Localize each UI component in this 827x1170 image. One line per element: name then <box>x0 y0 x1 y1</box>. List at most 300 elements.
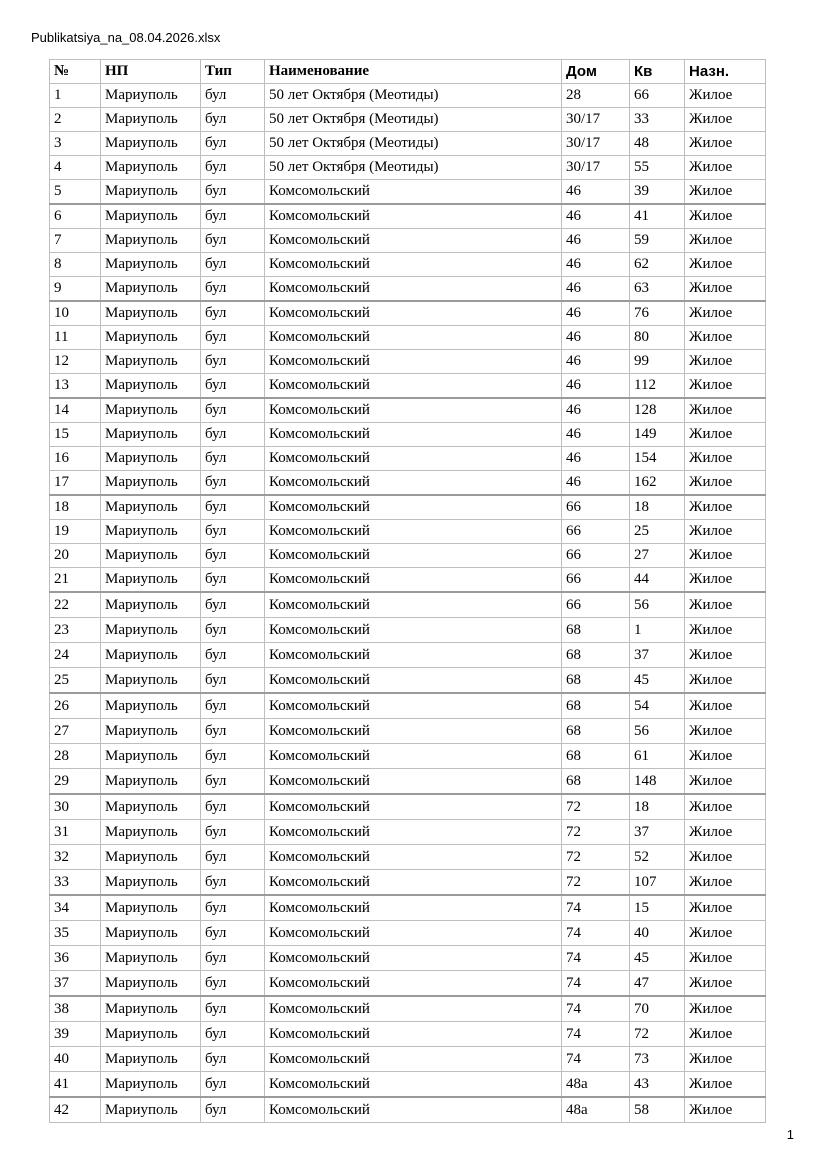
cell-locality: Мариуполь <box>101 1072 201 1098</box>
cell-purpose: Жилое <box>685 643 766 668</box>
cell-locality: Мариуполь <box>101 84 201 108</box>
cell-locality: Мариуполь <box>101 744 201 769</box>
cell-locality: Мариуполь <box>101 895 201 921</box>
cell-type: бул <box>201 180 265 205</box>
cell-type: бул <box>201 921 265 946</box>
cell-house: 74 <box>562 921 630 946</box>
cell-house: 66 <box>562 520 630 544</box>
cell-locality: Мариуполь <box>101 471 201 496</box>
cell-type: бул <box>201 1072 265 1098</box>
cell-purpose: Жилое <box>685 845 766 870</box>
cell-apartment: 70 <box>630 996 685 1022</box>
cell-purpose: Жилое <box>685 447 766 471</box>
cell-number: 19 <box>50 520 101 544</box>
cell-type: бул <box>201 643 265 668</box>
cell-number: 30 <box>50 794 101 820</box>
cell-purpose: Жилое <box>685 1047 766 1072</box>
cell-apartment: 40 <box>630 921 685 946</box>
table-row <box>50 1072 766 1098</box>
table-row <box>50 398 766 423</box>
table-body <box>50 84 766 1123</box>
cell-apartment: 41 <box>630 204 685 229</box>
cell-name: Комсомольский <box>265 180 562 205</box>
cell-apartment: 27 <box>630 544 685 568</box>
cell-purpose: Жилое <box>685 374 766 399</box>
cell-apartment: 45 <box>630 668 685 694</box>
cell-apartment: 18 <box>630 794 685 820</box>
cell-number: 38 <box>50 996 101 1022</box>
cell-purpose: Жилое <box>685 592 766 618</box>
cell-number: 34 <box>50 895 101 921</box>
cell-house: 46 <box>562 253 630 277</box>
table-row <box>50 447 766 471</box>
cell-purpose: Жилое <box>685 84 766 108</box>
cell-apartment: 56 <box>630 719 685 744</box>
cell-number: 9 <box>50 277 101 302</box>
cell-apartment: 48 <box>630 132 685 156</box>
cell-number: 18 <box>50 495 101 520</box>
cell-purpose: Жилое <box>685 108 766 132</box>
cell-number: 8 <box>50 253 101 277</box>
cell-name: Комсомольский <box>265 495 562 520</box>
cell-number: 39 <box>50 1022 101 1047</box>
table-header-row <box>50 60 766 84</box>
cell-number: 10 <box>50 301 101 326</box>
cell-purpose: Жилое <box>685 520 766 544</box>
table-row <box>50 1047 766 1072</box>
column-header-name: Наименование <box>265 60 562 84</box>
cell-apartment: 18 <box>630 495 685 520</box>
table-row <box>50 326 766 350</box>
cell-purpose: Жилое <box>685 744 766 769</box>
table-row <box>50 1022 766 1047</box>
cell-locality: Мариуполь <box>101 277 201 302</box>
cell-apartment: 72 <box>630 1022 685 1047</box>
cell-number: 7 <box>50 229 101 253</box>
cell-name: Комсомольский <box>265 719 562 744</box>
cell-name: Комсомольский <box>265 971 562 997</box>
cell-purpose: Жилое <box>685 568 766 593</box>
cell-locality: Мариуполь <box>101 1047 201 1072</box>
cell-type: бул <box>201 1022 265 1047</box>
cell-name: Комсомольский <box>265 398 562 423</box>
cell-type: бул <box>201 447 265 471</box>
cell-name: Комсомольский <box>265 447 562 471</box>
cell-locality: Мариуполь <box>101 204 201 229</box>
cell-locality: Мариуполь <box>101 350 201 374</box>
cell-house: 74 <box>562 996 630 1022</box>
table-row <box>50 374 766 399</box>
cell-name: Комсомольский <box>265 229 562 253</box>
column-header-purpose: Назн. <box>685 60 766 84</box>
cell-apartment: 107 <box>630 870 685 896</box>
cell-number: 29 <box>50 769 101 795</box>
cell-locality: Мариуполь <box>101 132 201 156</box>
cell-apartment: 39 <box>630 180 685 205</box>
cell-house: 46 <box>562 398 630 423</box>
cell-apartment: 47 <box>630 971 685 997</box>
cell-purpose: Жилое <box>685 495 766 520</box>
cell-number: 14 <box>50 398 101 423</box>
cell-apartment: 148 <box>630 769 685 795</box>
cell-name: Комсомольский <box>265 769 562 795</box>
cell-purpose: Жилое <box>685 253 766 277</box>
cell-type: бул <box>201 301 265 326</box>
table-row <box>50 229 766 253</box>
table-row <box>50 520 766 544</box>
cell-number: 25 <box>50 668 101 694</box>
cell-house: 30/17 <box>562 108 630 132</box>
cell-house: 74 <box>562 1047 630 1072</box>
cell-type: бул <box>201 820 265 845</box>
cell-number: 31 <box>50 820 101 845</box>
cell-locality: Мариуполь <box>101 643 201 668</box>
table-row <box>50 618 766 643</box>
cell-purpose: Жилое <box>685 180 766 205</box>
cell-locality: Мариуполь <box>101 996 201 1022</box>
table-row <box>50 84 766 108</box>
cell-locality: Мариуполь <box>101 971 201 997</box>
cell-house: 46 <box>562 423 630 447</box>
cell-name: Комсомольский <box>265 301 562 326</box>
cell-purpose: Жилое <box>685 350 766 374</box>
cell-type: бул <box>201 1097 265 1123</box>
cell-purpose: Жилое <box>685 794 766 820</box>
cell-type: бул <box>201 156 265 180</box>
cell-purpose: Жилое <box>685 820 766 845</box>
cell-house: 68 <box>562 693 630 719</box>
table-row <box>50 471 766 496</box>
cell-purpose: Жилое <box>685 277 766 302</box>
table-row <box>50 693 766 719</box>
cell-house: 48а <box>562 1097 630 1123</box>
cell-apartment: 45 <box>630 946 685 971</box>
cell-purpose: Жилое <box>685 471 766 496</box>
column-header-type: Тип <box>201 60 265 84</box>
table-row <box>50 592 766 618</box>
cell-number: 36 <box>50 946 101 971</box>
cell-type: бул <box>201 744 265 769</box>
cell-apartment: 54 <box>630 693 685 719</box>
cell-name: Комсомольский <box>265 921 562 946</box>
cell-number: 15 <box>50 423 101 447</box>
cell-number: 32 <box>50 845 101 870</box>
cell-number: 6 <box>50 204 101 229</box>
cell-apartment: 15 <box>630 895 685 921</box>
cell-locality: Мариуполь <box>101 568 201 593</box>
cell-type: бул <box>201 544 265 568</box>
cell-locality: Мариуполь <box>101 719 201 744</box>
cell-purpose: Жилое <box>685 719 766 744</box>
cell-locality: Мариуполь <box>101 253 201 277</box>
cell-type: бул <box>201 108 265 132</box>
cell-locality: Мариуполь <box>101 301 201 326</box>
table-row <box>50 921 766 946</box>
cell-purpose: Жилое <box>685 1072 766 1098</box>
cell-purpose: Жилое <box>685 769 766 795</box>
cell-house: 74 <box>562 946 630 971</box>
cell-name: Комсомольский <box>265 520 562 544</box>
table-row <box>50 1097 766 1123</box>
cell-locality: Мариуполь <box>101 544 201 568</box>
cell-house: 46 <box>562 374 630 399</box>
table-row <box>50 568 766 593</box>
cell-number: 20 <box>50 544 101 568</box>
cell-type: бул <box>201 350 265 374</box>
cell-type: бул <box>201 870 265 896</box>
cell-type: бул <box>201 398 265 423</box>
cell-number: 11 <box>50 326 101 350</box>
cell-locality: Мариуполь <box>101 618 201 643</box>
cell-name: Комсомольский <box>265 204 562 229</box>
cell-type: бул <box>201 520 265 544</box>
cell-name: Комсомольский <box>265 618 562 643</box>
cell-house: 74 <box>562 1022 630 1047</box>
cell-type: бул <box>201 1047 265 1072</box>
cell-purpose: Жилое <box>685 996 766 1022</box>
cell-name: Комсомольский <box>265 794 562 820</box>
cell-type: бул <box>201 326 265 350</box>
cell-type: бул <box>201 374 265 399</box>
cell-name: Комсомольский <box>265 544 562 568</box>
cell-type: бул <box>201 618 265 643</box>
cell-house: 66 <box>562 592 630 618</box>
cell-name: Комсомольский <box>265 870 562 896</box>
table-row <box>50 423 766 447</box>
table-row <box>50 643 766 668</box>
data-table <box>49 59 766 1123</box>
cell-apartment: 76 <box>630 301 685 326</box>
cell-number: 16 <box>50 447 101 471</box>
cell-apartment: 59 <box>630 229 685 253</box>
document-filename: Publikatsiya_na_08.04.2026.xlsx <box>31 30 221 45</box>
cell-house: 68 <box>562 769 630 795</box>
cell-purpose: Жилое <box>685 204 766 229</box>
cell-house: 48а <box>562 1072 630 1098</box>
cell-type: бул <box>201 132 265 156</box>
table-row <box>50 845 766 870</box>
cell-name: Комсомольский <box>265 326 562 350</box>
cell-purpose: Жилое <box>685 668 766 694</box>
cell-purpose: Жилое <box>685 301 766 326</box>
cell-number: 1 <box>50 84 101 108</box>
cell-purpose: Жилое <box>685 971 766 997</box>
cell-house: 72 <box>562 845 630 870</box>
table-row <box>50 180 766 205</box>
cell-house: 46 <box>562 471 630 496</box>
cell-locality: Мариуполь <box>101 447 201 471</box>
cell-apartment: 66 <box>630 84 685 108</box>
table-row <box>50 744 766 769</box>
cell-locality: Мариуполь <box>101 326 201 350</box>
cell-type: бул <box>201 204 265 229</box>
cell-number: 4 <box>50 156 101 180</box>
cell-locality: Мариуполь <box>101 845 201 870</box>
cell-name: Комсомольский <box>265 1072 562 1098</box>
cell-purpose: Жилое <box>685 895 766 921</box>
cell-locality: Мариуполь <box>101 495 201 520</box>
cell-number: 5 <box>50 180 101 205</box>
cell-number: 37 <box>50 971 101 997</box>
cell-locality: Мариуполь <box>101 180 201 205</box>
cell-name: 50 лет Октября (Меотиды) <box>265 84 562 108</box>
cell-purpose: Жилое <box>685 423 766 447</box>
cell-locality: Мариуполь <box>101 520 201 544</box>
cell-locality: Мариуполь <box>101 423 201 447</box>
table-row <box>50 820 766 845</box>
cell-number: 17 <box>50 471 101 496</box>
cell-purpose: Жилое <box>685 1022 766 1047</box>
cell-number: 13 <box>50 374 101 399</box>
table-row <box>50 870 766 896</box>
cell-type: бул <box>201 277 265 302</box>
table-row <box>50 253 766 277</box>
cell-name: Комсомольский <box>265 253 562 277</box>
cell-name: Комсомольский <box>265 568 562 593</box>
cell-number: 33 <box>50 870 101 896</box>
cell-number: 41 <box>50 1072 101 1098</box>
cell-house: 72 <box>562 870 630 896</box>
cell-apartment: 149 <box>630 423 685 447</box>
cell-apartment: 63 <box>630 277 685 302</box>
cell-house: 68 <box>562 719 630 744</box>
cell-type: бул <box>201 471 265 496</box>
cell-locality: Мариуполь <box>101 693 201 719</box>
cell-purpose: Жилое <box>685 544 766 568</box>
cell-type: бул <box>201 668 265 694</box>
cell-apartment: 43 <box>630 1072 685 1098</box>
cell-apartment: 73 <box>630 1047 685 1072</box>
cell-house: 46 <box>562 350 630 374</box>
cell-locality: Мариуполь <box>101 1097 201 1123</box>
cell-number: 3 <box>50 132 101 156</box>
cell-number: 28 <box>50 744 101 769</box>
cell-name: 50 лет Октября (Меотиды) <box>265 156 562 180</box>
cell-house: 30/17 <box>562 156 630 180</box>
cell-locality: Мариуполь <box>101 769 201 795</box>
cell-name: Комсомольский <box>265 895 562 921</box>
cell-name: Комсомольский <box>265 643 562 668</box>
cell-number: 23 <box>50 618 101 643</box>
cell-house: 72 <box>562 794 630 820</box>
cell-apartment: 25 <box>630 520 685 544</box>
cell-type: бул <box>201 423 265 447</box>
cell-house: 68 <box>562 668 630 694</box>
cell-name: Комсомольский <box>265 668 562 694</box>
cell-house: 68 <box>562 744 630 769</box>
table-row <box>50 946 766 971</box>
cell-name: Комсомольский <box>265 1022 562 1047</box>
cell-house: 46 <box>562 326 630 350</box>
cell-house: 46 <box>562 301 630 326</box>
cell-house: 74 <box>562 971 630 997</box>
cell-house: 46 <box>562 447 630 471</box>
cell-purpose: Жилое <box>685 1097 766 1123</box>
table-row <box>50 794 766 820</box>
cell-apartment: 37 <box>630 643 685 668</box>
cell-number: 22 <box>50 592 101 618</box>
column-header-apartment: Кв <box>630 60 685 84</box>
cell-type: бул <box>201 495 265 520</box>
cell-apartment: 44 <box>630 568 685 593</box>
cell-house: 30/17 <box>562 132 630 156</box>
column-header-locality: НП <box>101 60 201 84</box>
cell-purpose: Жилое <box>685 398 766 423</box>
table-row <box>50 495 766 520</box>
cell-type: бул <box>201 971 265 997</box>
cell-locality: Мариуполь <box>101 794 201 820</box>
cell-type: бул <box>201 84 265 108</box>
cell-apartment: 33 <box>630 108 685 132</box>
cell-locality: Мариуполь <box>101 398 201 423</box>
cell-number: 24 <box>50 643 101 668</box>
cell-house: 46 <box>562 277 630 302</box>
table-row <box>50 895 766 921</box>
cell-number: 12 <box>50 350 101 374</box>
cell-type: бул <box>201 719 265 744</box>
cell-type: бул <box>201 845 265 870</box>
table-row <box>50 204 766 229</box>
cell-number: 40 <box>50 1047 101 1072</box>
cell-locality: Мариуполь <box>101 108 201 132</box>
cell-apartment: 52 <box>630 845 685 870</box>
cell-number: 2 <box>50 108 101 132</box>
cell-name: Комсомольский <box>265 996 562 1022</box>
cell-house: 68 <box>562 643 630 668</box>
cell-type: бул <box>201 794 265 820</box>
cell-name: 50 лет Октября (Меотиды) <box>265 132 562 156</box>
cell-house: 74 <box>562 895 630 921</box>
cell-locality: Мариуполь <box>101 668 201 694</box>
cell-name: Комсомольский <box>265 1047 562 1072</box>
table-row <box>50 277 766 302</box>
cell-house: 66 <box>562 495 630 520</box>
cell-name: 50 лет Октября (Меотиды) <box>265 108 562 132</box>
cell-name: Комсомольский <box>265 277 562 302</box>
column-header-house: Дом <box>562 60 630 84</box>
table-row <box>50 668 766 694</box>
cell-name: Комсомольский <box>265 693 562 719</box>
cell-house: 66 <box>562 568 630 593</box>
cell-name: Комсомольский <box>265 423 562 447</box>
cell-purpose: Жилое <box>685 870 766 896</box>
cell-type: бул <box>201 568 265 593</box>
table-row <box>50 132 766 156</box>
cell-locality: Мариуполь <box>101 374 201 399</box>
cell-name: Комсомольский <box>265 820 562 845</box>
cell-apartment: 112 <box>630 374 685 399</box>
cell-type: бул <box>201 592 265 618</box>
cell-name: Комсомольский <box>265 1097 562 1123</box>
cell-number: 27 <box>50 719 101 744</box>
cell-number: 21 <box>50 568 101 593</box>
cell-purpose: Жилое <box>685 946 766 971</box>
cell-purpose: Жилое <box>685 156 766 180</box>
cell-locality: Мариуполь <box>101 820 201 845</box>
cell-apartment: 56 <box>630 592 685 618</box>
cell-apartment: 58 <box>630 1097 685 1123</box>
cell-purpose: Жилое <box>685 921 766 946</box>
table-row <box>50 108 766 132</box>
cell-apartment: 62 <box>630 253 685 277</box>
cell-locality: Мариуполь <box>101 946 201 971</box>
table-row <box>50 769 766 795</box>
cell-number: 42 <box>50 1097 101 1123</box>
cell-apartment: 128 <box>630 398 685 423</box>
cell-apartment: 37 <box>630 820 685 845</box>
table-row <box>50 971 766 997</box>
cell-locality: Мариуполь <box>101 870 201 896</box>
